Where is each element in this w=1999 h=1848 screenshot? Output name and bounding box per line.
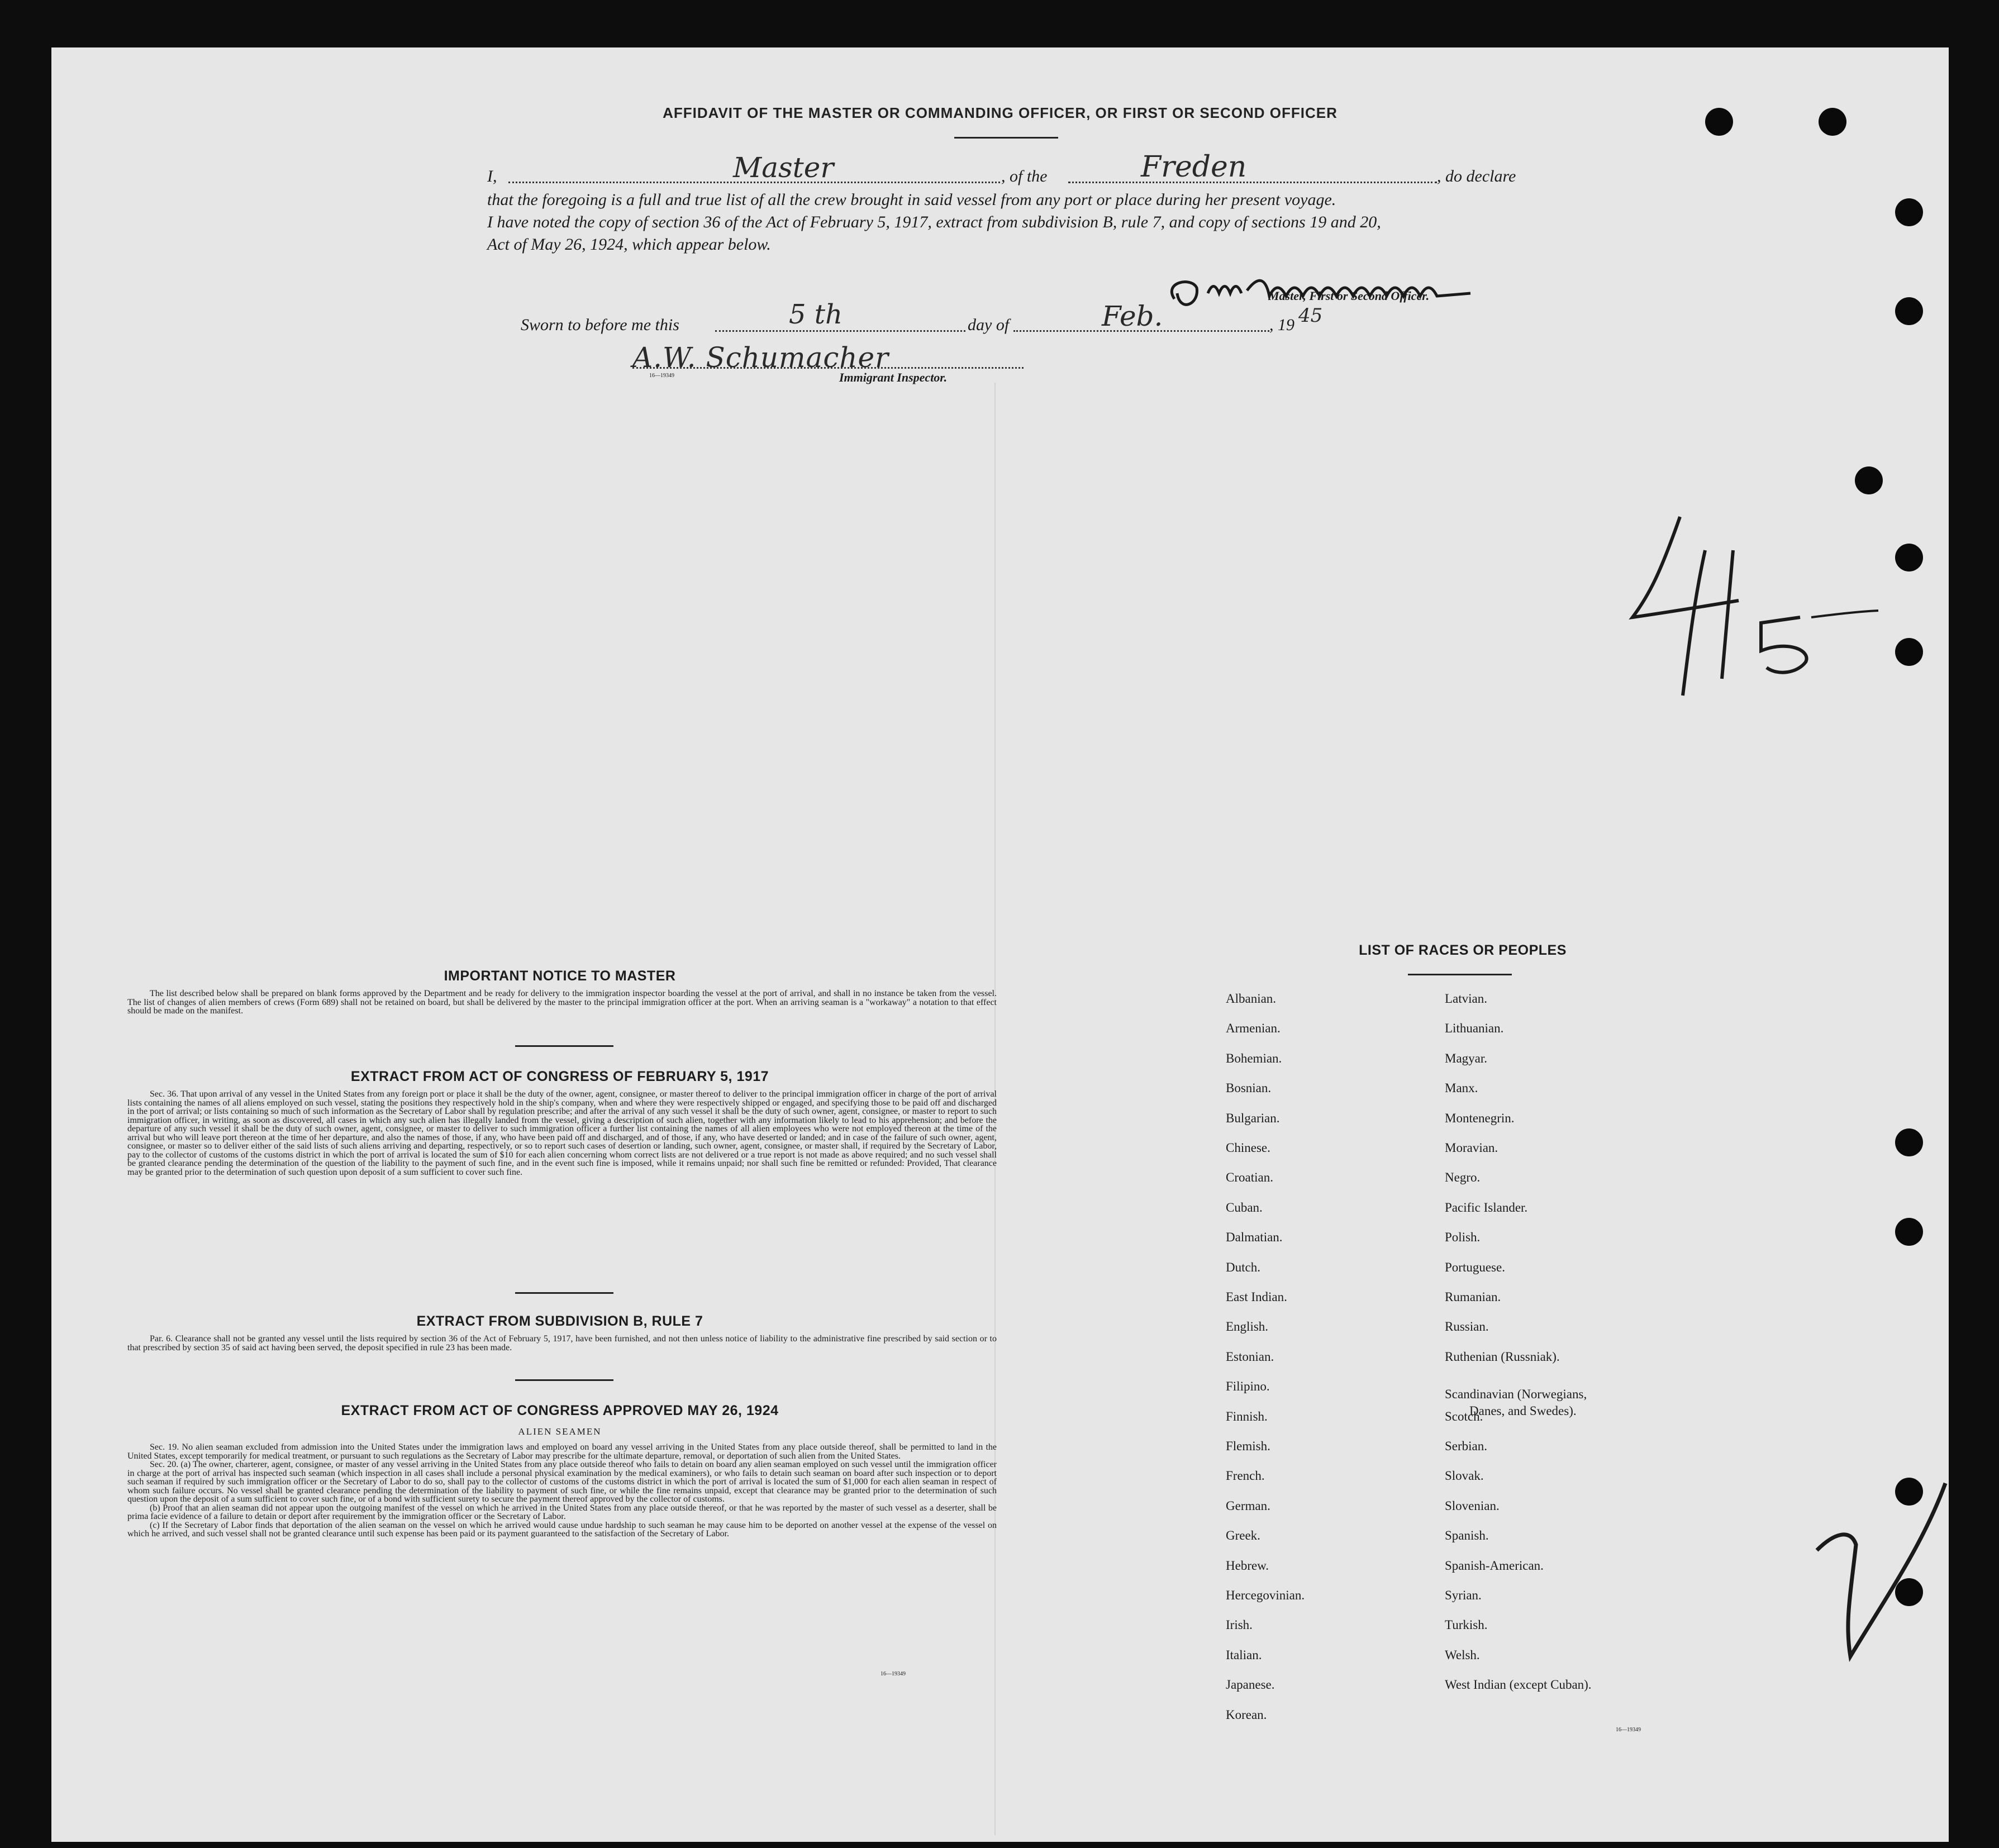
races-title: LIST OF RACES OR PEOPLES xyxy=(1359,942,1567,958)
day-field-line xyxy=(715,330,965,332)
race-item: Syrian. xyxy=(1445,1588,1482,1602)
race-item: West Indian (except Cuban). xyxy=(1445,1678,1592,1692)
binder-hole xyxy=(1895,544,1923,571)
races-divider xyxy=(1408,974,1512,975)
day-of-label: day of xyxy=(968,316,1010,334)
binder-hole xyxy=(1895,1128,1923,1156)
sec20b-text: (b) Proof that an alien seaman did not appear upon the outgoing manifest of the vessel on which he arrived in the United States from any place outside thereof, or that he was reported by the master of such vessel as a deserter, shall be prima facie evidence of a failure to detain or deport after requirement by the immigration officer or the Secretary of Labor. xyxy=(127,1503,997,1521)
race-item: East Indian. xyxy=(1226,1290,1287,1304)
race-item: Slovenian. xyxy=(1445,1498,1500,1513)
affidavit-line-2: that the foregoing is a full and true list of all the crew brought in said vessel from any port or place during her present voyage. xyxy=(487,190,1336,209)
affidavit-i-label: I, xyxy=(487,167,497,185)
race-item: Pacific Islander. xyxy=(1445,1200,1528,1214)
notice-text: The list described below shall be prepared on blank forms approved by the Department and be ready for delivery to the immigration inspector boarding the vessel at the port of arrival, and shall in no instance be taken from the vessel. The list of changes of alien members of crews (Form 689) shall not be retained on board, but shall be delivered by the master to the principal immigration officer at the port. When an arriving seaman is a "workaway" a notation to that effect should be made on the manifest. xyxy=(127,989,997,1016)
of-the-label: , of the xyxy=(1001,167,1048,185)
month-value: Feb. xyxy=(1102,300,1163,332)
race-item: Dutch. xyxy=(1226,1260,1260,1274)
notice-title: IMPORTANT NOTICE TO MASTER xyxy=(444,968,676,984)
sec20c-text: (c) If the Secretary of Labor finds that deportation of the alien seaman on the vessel on which he arrived would cause undue hardship to such seaman he may cause him to be deported on another vessel at the expense of the vessel on which he arrived, and such vessel shall not be granted clearance until such expense has been paid or its payment guaranteed to the satisfaction of the Secretary of Labor. xyxy=(127,1520,997,1539)
section-divider xyxy=(515,1379,613,1381)
race-item: Hercegovinian. xyxy=(1226,1588,1305,1602)
race-item: Irish. xyxy=(1226,1618,1253,1632)
race-item: Lithuanian. xyxy=(1445,1021,1504,1036)
race-item: Spanish. xyxy=(1445,1528,1489,1543)
race-item: Chinese. xyxy=(1226,1141,1270,1155)
sec36-text: That upon arrival of any vessel in the United States from any foreign port or place it shall be the duty of the owner, agent, consignee, or master thereof to deliver to the principal immigration officer in charge of the port of arrival lists containing the names of all aliens employed on such vessel, stating the positions they respectively hold in the ship's company, when and where they were respectively shipped or engaged, and specifying those to be paid off and discharged in the port of arrival; or lists containing so much of such information as the Secretary of Labor shall by regulation prescribe; and after the arrival of any such vessel it shall be the duty of such owner, agent, consignee, or master to report to such immigration officer, in writing, as soon as discovered, all cases in which any such alien has illegally landed from the vessel, giving a description of such alien, together with any information likely to lead to his apprehension; and before the departure of any such vessel it shall be the duty of such owner, agent, consignee, or master to deliver to such immigration officer a further list containing the names of all alien employees who were not employed thereon at the time of the arrival but who will leave port thereon at the time of her departure, and also the names of those, if any, who have been paid off and discharged, and of those, if any, who have deserted or landed; and in case of the failure of such owner, agent, consignee, or master so to deliver either of the said lists of such aliens arriving and departing, respectively, or so to report such cases of desertion or landing, such owner, agent, consignee, or master shall, if required by the Secretary of Labor, pay to the collector of customs of the customs district in which the port of arrival is located the sum of $10 for each alien concerning whom correct lists are not delivered or a true report is not made as above required; and no such vessel shall be granted clearance pending the determination of the question of the liability to the payment of such fine, and in the event such fine is imposed, while it remains unpaid; nor shall such fine be remitted or refunded: Provided, That clearance may be granted prior to the determination of such question upon deposit of a sum sufficient to cover such fine. xyxy=(127,1089,997,1177)
declare-label: , do declare xyxy=(1437,167,1516,185)
race-item: Scotch. xyxy=(1445,1409,1483,1423)
inspector-caption: Immigrant Inspector. xyxy=(839,370,948,384)
affidavit-line-3: I have noted the copy of section 36 of the Act of February 5, 1917, extract from subdivision B, rule 7, and copy of sections 19 and 20, xyxy=(487,213,1381,231)
handwritten-fraction-mark xyxy=(1627,506,1895,740)
race-item: Korean. xyxy=(1226,1707,1267,1722)
race-item: Slovak. xyxy=(1445,1469,1484,1483)
race-item: Montenegrin. xyxy=(1445,1111,1515,1125)
race-item: Bosnian. xyxy=(1226,1081,1272,1096)
race-item: Armenian. xyxy=(1226,1021,1281,1036)
year-prefix: , 19 xyxy=(1269,316,1294,334)
year-value: 45 xyxy=(1298,304,1323,327)
sworn-label: Sworn to before me this xyxy=(521,316,679,334)
extract-rule7-title: EXTRACT FROM SUBDIVISION B, RULE 7 xyxy=(416,1313,703,1329)
vessel-field-value: Freden xyxy=(1141,150,1247,184)
document-page xyxy=(51,47,1949,1842)
extract-1917-text xyxy=(127,1090,997,1177)
race-item: Finnish. xyxy=(1226,1409,1268,1423)
race-item: Flemish. xyxy=(1226,1439,1270,1453)
race-item: Portuguese. xyxy=(1445,1260,1505,1274)
sec36-label: Sec. 36. xyxy=(150,1089,179,1099)
sec20a-text: Sec. 20. (a) The owner, charterer, agent, consignee, or master of any vessel arriving in the United States from any place outside thereof who fails to detain on board any alien seaman employed on such vessel until the immigration officer in charge at the port of arrival has inspected such seaman (which inspection in all cases shall include a personal physical examination by the medical examiners), or who fails to detain such seaman on board after such inspection or to deport such seaman if required by such immigration officer or the Secretary of Labor to do so, shall pay to the collector of customs of the customs district in which the port of arrival is located the sum of $1,000 for each alien seaman in respect of whom such failure occurs. No vessel shall be granted clearance pending the determination of the liability to payment of such fine, or while the fine remains unpaid, except that clearance may be granted prior to the determination of such question upon the deposit of a sum sufficient to cover such fine, or of a bond with sufficient surety to secure the payment thereof approved by the collector of customs. xyxy=(127,1460,997,1504)
race-item: Welsh. xyxy=(1445,1647,1480,1662)
affidavit-line-4: Act of May 26, 1924, which appear below. xyxy=(487,235,771,254)
binder-hole xyxy=(1895,297,1923,325)
section-divider xyxy=(515,1292,613,1294)
form-number: 16—19349 xyxy=(880,1671,906,1677)
race-item: Dalmatian. xyxy=(1226,1230,1283,1245)
race-item: English. xyxy=(1226,1320,1269,1334)
binder-hole xyxy=(1855,466,1883,494)
race-item: Bulgarian. xyxy=(1226,1111,1280,1125)
extract-1917-title: EXTRACT FROM ACT OF CONGRESS OF FEBRUARY 5, 1917 xyxy=(350,1069,769,1084)
race-item: Albanian. xyxy=(1226,992,1277,1006)
signature-caption: Master, First or Second Officer. xyxy=(1268,289,1430,303)
race-item: Ruthenian (Russniak). xyxy=(1445,1349,1560,1364)
race-item: Estonian. xyxy=(1226,1349,1274,1364)
title-divider xyxy=(954,137,1058,139)
master-field-value: Master xyxy=(733,151,834,184)
race-item: Magyar. xyxy=(1445,1051,1488,1065)
race-item: Serbian. xyxy=(1445,1439,1488,1453)
race-item: Italian. xyxy=(1226,1647,1262,1662)
inspector-signature: A.W. Schumacher xyxy=(632,341,889,374)
day-value: 5 th xyxy=(789,299,843,330)
race-item: Turkish. xyxy=(1445,1618,1488,1632)
race-item: Japanese. xyxy=(1226,1678,1275,1692)
vessel-field-line xyxy=(1068,182,1437,183)
binder-hole xyxy=(1895,198,1923,226)
race-item: Russian. xyxy=(1445,1320,1489,1334)
race-item: Scandinavian (Norwegians, xyxy=(1445,1387,1587,1402)
race-item: Cuban. xyxy=(1226,1200,1263,1214)
race-item: Manx. xyxy=(1445,1081,1478,1096)
race-item: Bohemian. xyxy=(1226,1051,1282,1065)
race-item: German. xyxy=(1226,1498,1270,1513)
race-item: Filipino. xyxy=(1226,1379,1270,1394)
form-number: 16—19349 xyxy=(649,373,674,379)
race-item: Greek. xyxy=(1226,1528,1260,1543)
race-item: Polish. xyxy=(1445,1230,1481,1245)
race-item: Moravian. xyxy=(1445,1141,1498,1155)
race-item: Hebrew. xyxy=(1226,1558,1269,1573)
binder-hole xyxy=(1895,1218,1923,1246)
binder-hole xyxy=(1895,638,1923,666)
form-number: 16—19349 xyxy=(1616,1727,1641,1733)
sec19-text: Sec. 19. No alien seaman excluded from admission into the United States under the immigration laws and employed on board any vessel arriving in the United States from any place outside thereof, shall be permitted to land in the United States, except temporarily for medical treatment, or pursuant to such regulations as the Secretary of Labor may prescribe for the ultimate departure, removal, or deportation of such alien from the United States. xyxy=(127,1442,997,1461)
race-item: Croatian. xyxy=(1226,1170,1273,1185)
inspector-field-line xyxy=(632,367,1024,369)
extract-1924-title: EXTRACT FROM ACT OF CONGRESS APPROVED MAY 26, 1924 xyxy=(341,1403,779,1418)
race-item: Negro. xyxy=(1445,1170,1481,1185)
race-item: Rumanian. xyxy=(1445,1290,1501,1304)
race-item: Latvian. xyxy=(1445,992,1487,1006)
race-item: Spanish-American. xyxy=(1445,1558,1544,1573)
alien-seamen-subtitle: ALIEN SEAMEN xyxy=(518,1426,602,1437)
extract-1924-text xyxy=(127,1443,997,1539)
race-item: French. xyxy=(1226,1469,1265,1483)
affidavit-title: AFFIDAVIT OF THE MASTER OR COMMANDING OFFICER, OR FIRST OR SECOND OFFICER xyxy=(663,104,1338,121)
check-mark xyxy=(1783,1478,1949,1690)
extract-rule7-text: Par. 6. Clearance shall not be granted any vessel until the lists required by section 36 of the Act of February 5, 1917, have been furnished, and not then unless notice of liability to the administrative fine prescribed by said section or to that prescribed by section 35 of said act having been served, the deposit specified in rule 23 has been made. xyxy=(127,1334,997,1352)
section-divider xyxy=(515,1045,613,1047)
race-item: Danes, and Swedes). xyxy=(1469,1404,1577,1418)
